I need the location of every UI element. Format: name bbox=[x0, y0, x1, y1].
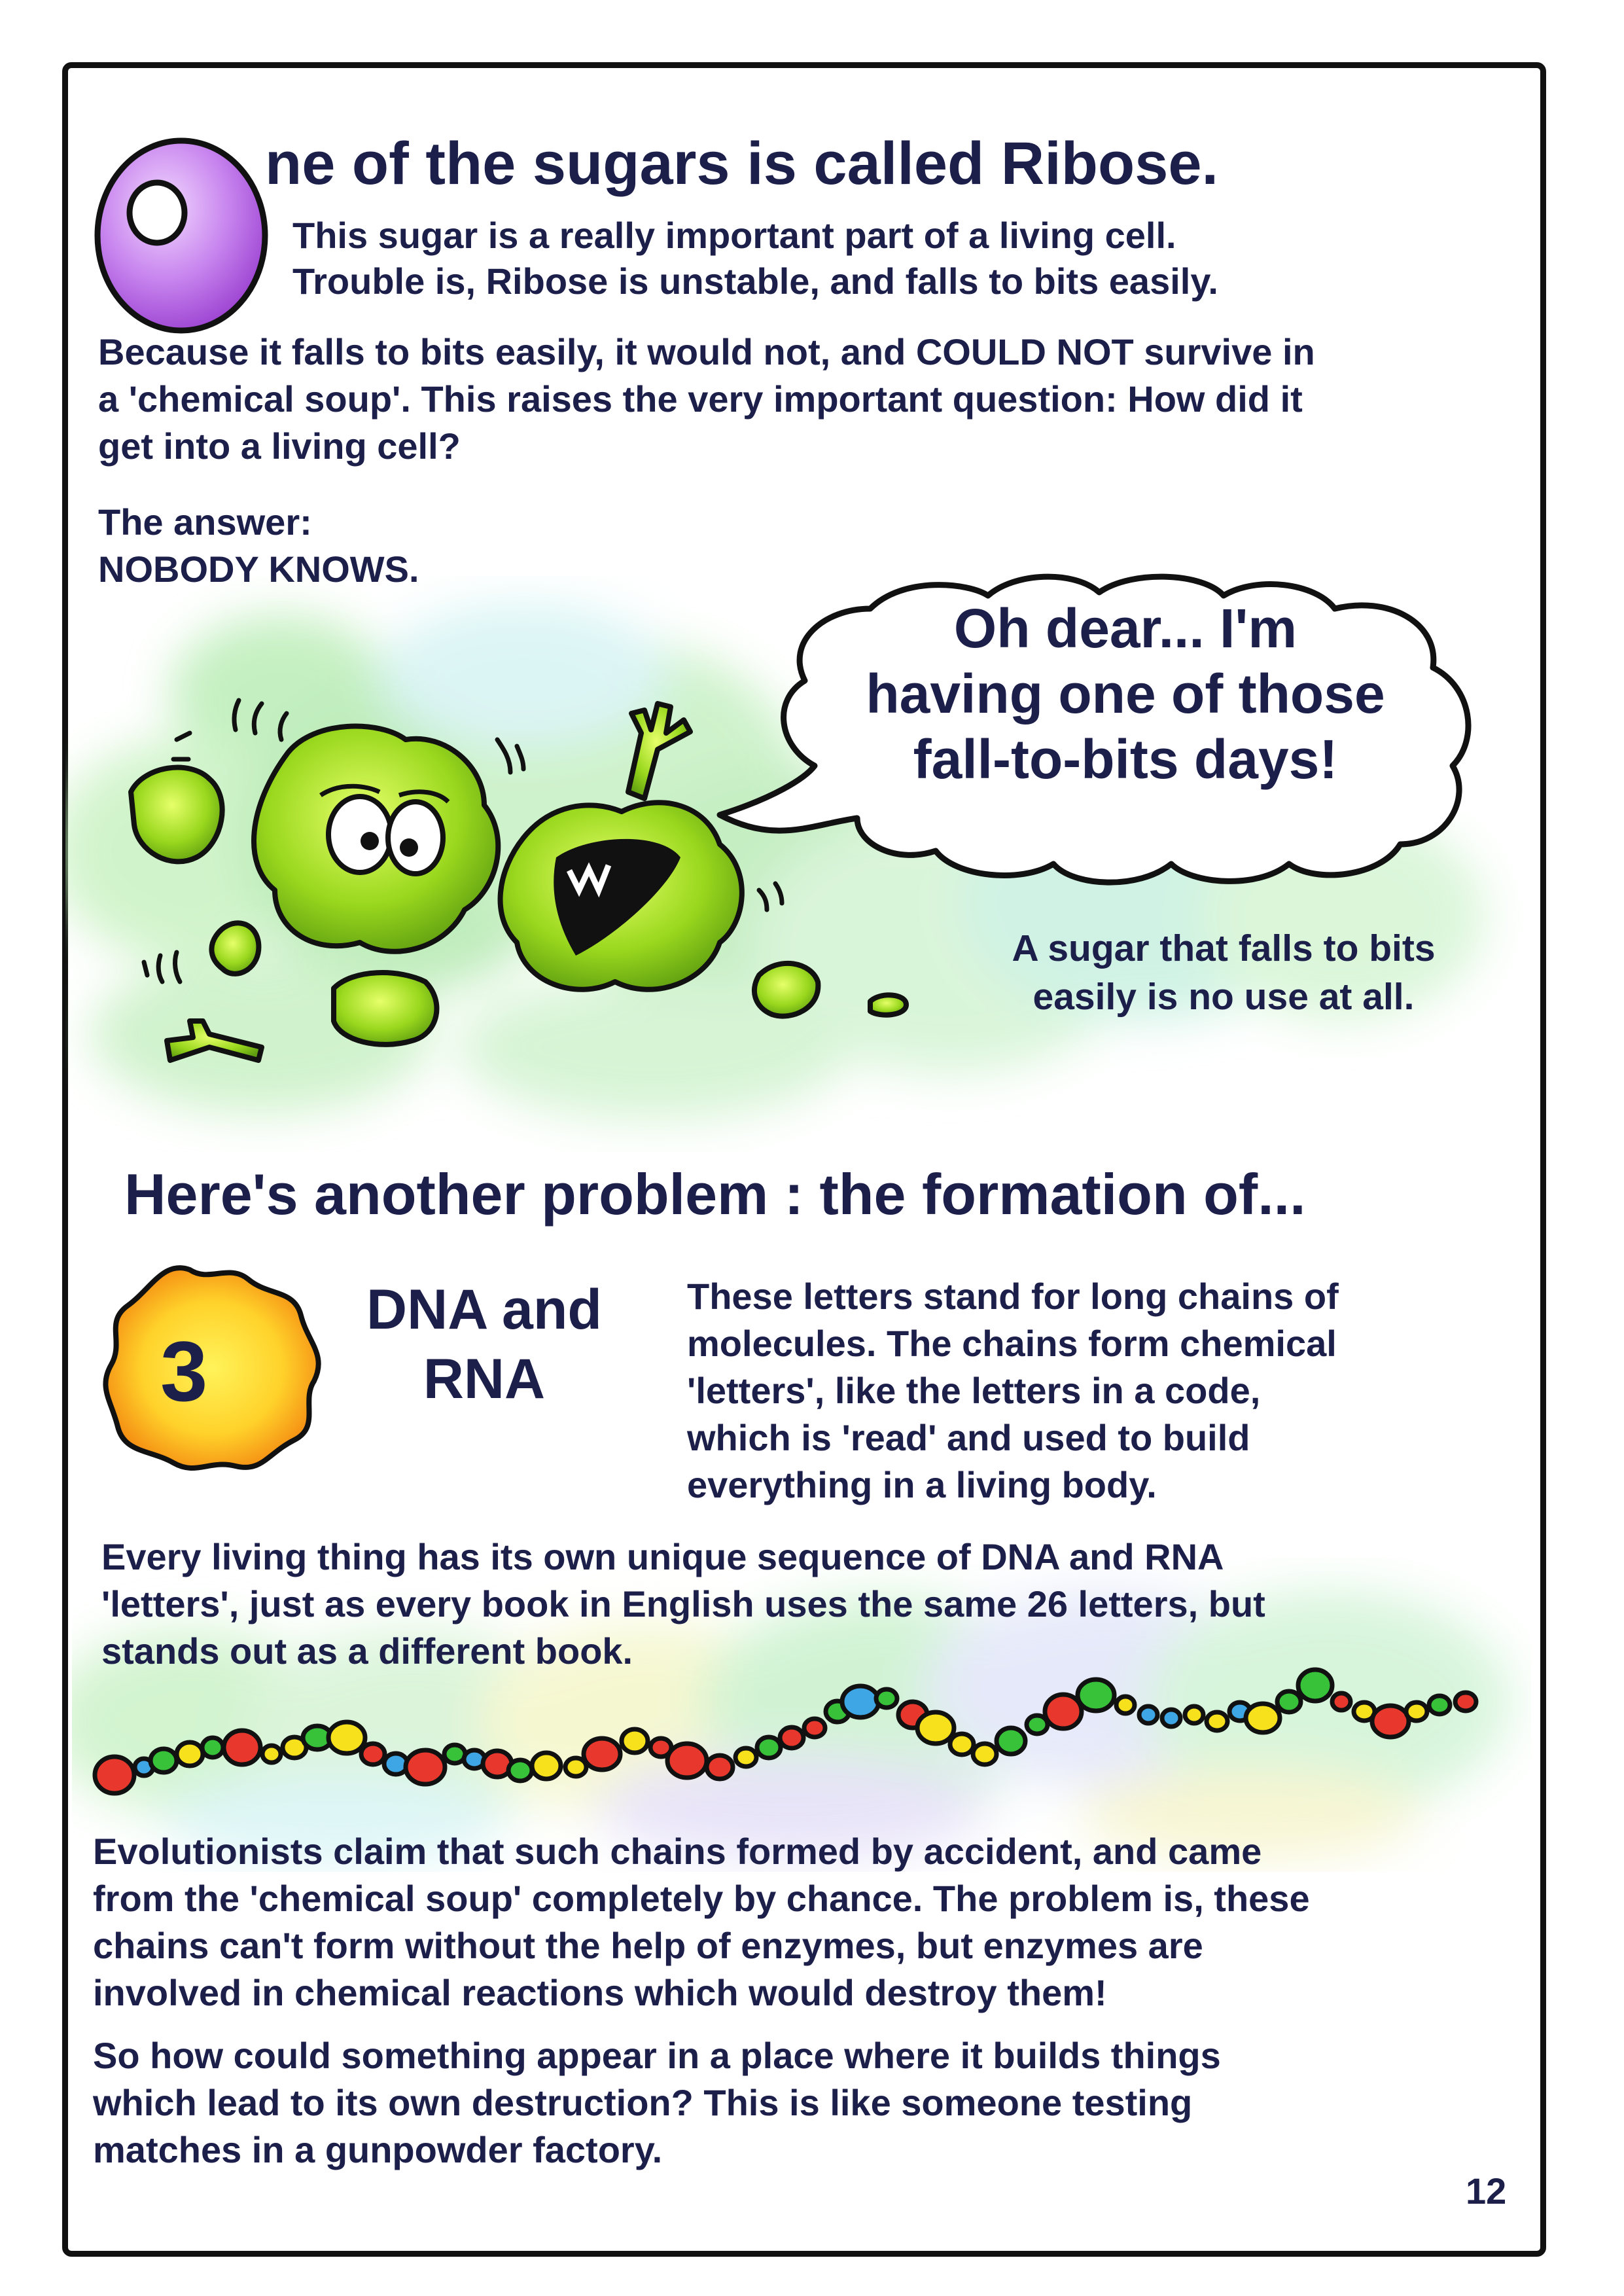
intro-lead: This sugar is a really important part of a living cell. Trouble is, Ribose is unstable, and falls to bits easily. bbox=[292, 215, 1218, 302]
paragraph-evolution: Evolutionists claim that such chains formed by accident, and came from the 'chemical soup' completely by chance. The problem is, these chains can't form without the help of enzymes, but enzymes are involved in chemical reactions which would destroy them! bbox=[93, 1831, 1310, 2013]
paragraph-question: So how could something appear in a place where it builds things which lead to its own destruction? This is like someone testing matches in a gunpowder factory. bbox=[93, 2035, 1221, 2170]
drop-cap-letter bbox=[88, 134, 275, 337]
intro-heading: ne of the sugars is called Ribose. bbox=[265, 130, 1219, 197]
dna-rna-description: These letters stand for long chains of molecules. The chains form chemical 'letters', like the letters in a code, which is 'read' and used to build everything in a living body. bbox=[687, 1276, 1339, 1505]
paragraph-soup: Because it falls to bits easily, it would not, and COULD NOT survive in a 'chemical soup'. This raises the very important question: How did it get into a living cell? bbox=[98, 331, 1315, 467]
badge-number: 3 bbox=[160, 1323, 208, 1419]
dna-rna-title: DNA and RNA bbox=[366, 1278, 602, 1410]
section-heading: Here's another problem : the formation of... bbox=[124, 1162, 1306, 1227]
speech-bubble-text: Oh dear... I'm having one of those fall-to-bits days! bbox=[866, 598, 1385, 790]
paragraph-unique-sequence: Every living thing has its own unique sequence of DNA and RNA 'letters', just as every book in English uses the same 26 letters, but stands out as a different book. bbox=[101, 1536, 1265, 1672]
sugar-caption: A sugar that falls to bits easily is no use at all. bbox=[1012, 927, 1436, 1018]
broken-sugar-illustration bbox=[118, 694, 936, 1100]
number-badge bbox=[98, 1257, 327, 1479]
dna-bead-chain bbox=[85, 1649, 1511, 1806]
page-number: 12 bbox=[1466, 2170, 1507, 2212]
paragraph-answer: The answer: NOBODY KNOWS. bbox=[98, 501, 419, 590]
